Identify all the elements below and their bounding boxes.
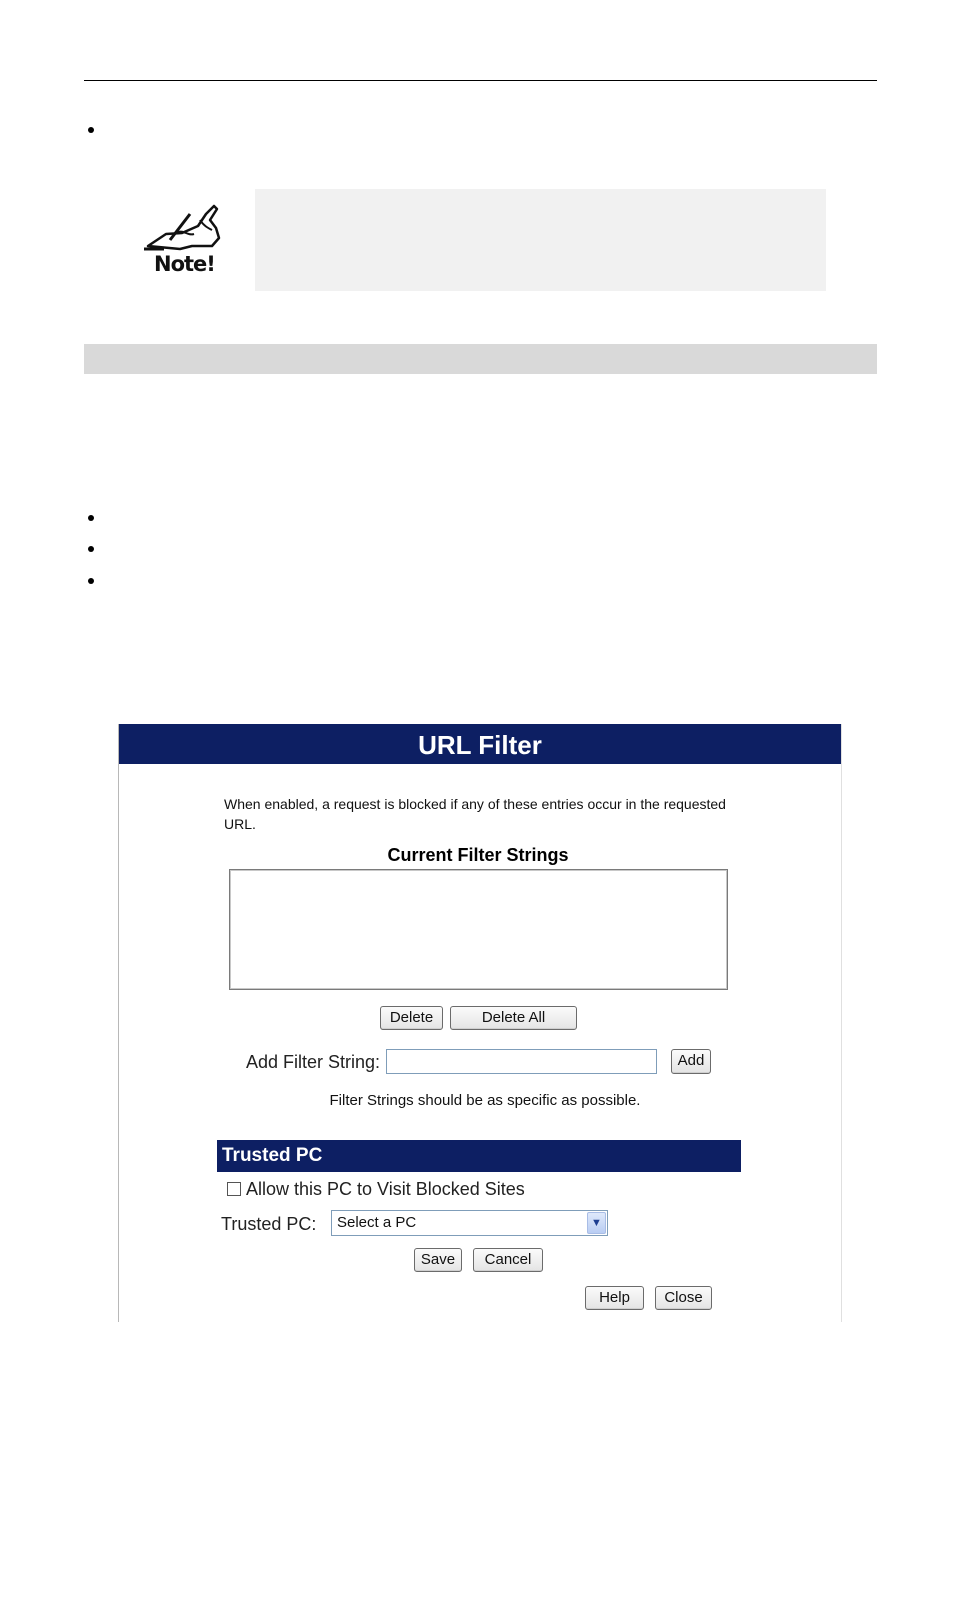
bullet xyxy=(88,578,94,584)
allow-blocked-sites-checkbox[interactable] xyxy=(227,1182,241,1196)
bullet xyxy=(88,127,94,133)
add-filter-string-label: Add Filter String: xyxy=(246,1052,381,1072)
pen-hand-icon xyxy=(140,200,230,256)
bullet xyxy=(88,515,94,521)
url-filter-panel xyxy=(118,724,842,1322)
save-button[interactable]: Save xyxy=(414,1248,462,1272)
trusted-pc-selected-value: Select a PC xyxy=(337,1214,417,1231)
intro-text: When enabled, a request is blocked if any of these entries occur in the requested URL. xyxy=(224,796,726,832)
note-icon-label: Note! xyxy=(154,252,215,276)
help-button[interactable]: Help xyxy=(585,1286,644,1310)
section-heading-bar xyxy=(84,344,877,374)
filter-strings-listbox[interactable] xyxy=(229,869,728,990)
filter-hint: Filter Strings should be as specific as possible. xyxy=(329,1092,641,1109)
panel-title: URL Filter xyxy=(119,724,841,764)
trusted-pc-select[interactable] xyxy=(331,1210,608,1236)
trusted-pc-heading: Trusted PC xyxy=(217,1140,741,1172)
chevron-down-icon[interactable]: ▼ xyxy=(587,1212,606,1234)
trusted-pc-label: Trusted PC: xyxy=(221,1214,317,1234)
close-button[interactable]: Close xyxy=(655,1286,712,1310)
top-rule xyxy=(84,80,877,81)
delete-all-button[interactable]: Delete All xyxy=(450,1006,577,1030)
allow-blocked-sites-label: Allow this PC to Visit Blocked Sites xyxy=(246,1179,525,1199)
add-filter-string-input[interactable] xyxy=(386,1049,657,1074)
bullet xyxy=(88,546,94,552)
cancel-button[interactable]: Cancel xyxy=(473,1248,543,1272)
note-icon xyxy=(140,200,230,282)
current-filter-strings-heading: Current Filter Strings xyxy=(387,845,569,865)
add-button[interactable]: Add xyxy=(671,1049,711,1074)
note-box xyxy=(255,189,826,291)
delete-button[interactable]: Delete xyxy=(380,1006,443,1030)
